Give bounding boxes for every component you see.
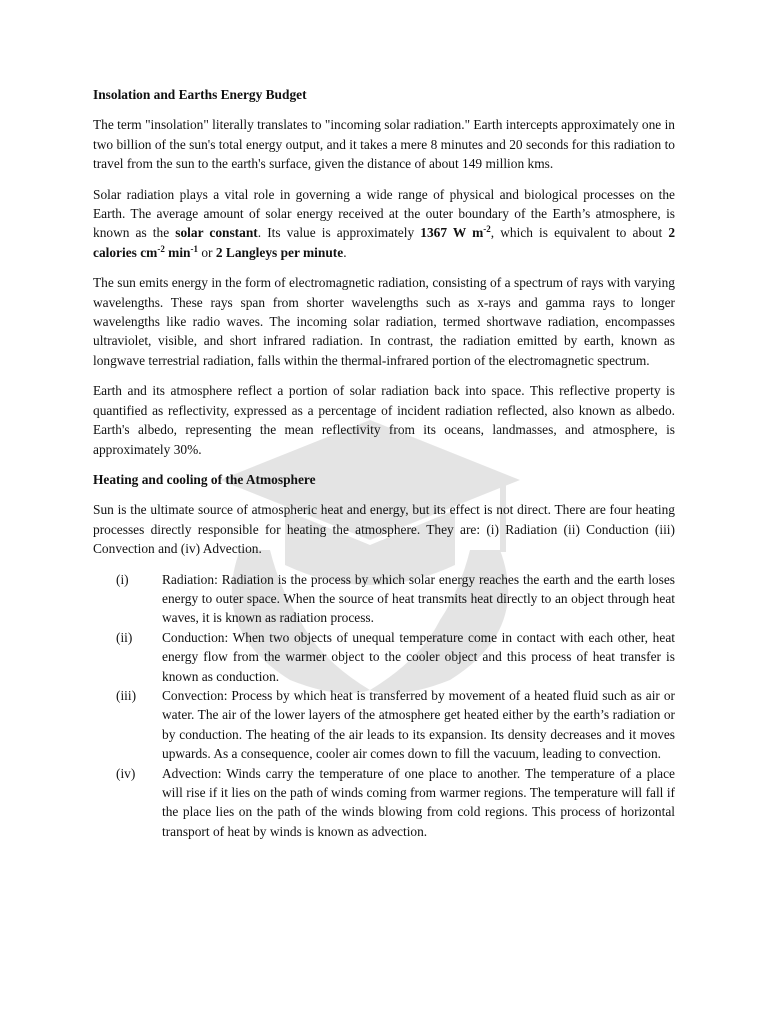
list-item-number: (iv) <box>116 765 136 781</box>
text-run: , which is equivalent to about <box>490 225 669 241</box>
list-item-text: Radiation: Radiation is the process by which solar energy reaches the earth and the earth loses energy to outer space. When the source of heat transmits heat directly to an object through heat waves, it is known as radiation process. <box>162 571 675 626</box>
text-run: . <box>343 244 347 260</box>
heating-process-list <box>93 570 675 842</box>
section-heading-heating-cooling: Heating and cooling of the Atmosphere <box>93 471 316 487</box>
section-heading-insolation: Insolation and Earths Energy Budget <box>93 87 307 102</box>
bold-value-watts <box>420 225 491 240</box>
text-run: 1367 W m <box>420 225 484 241</box>
bold-value-langleys: 2 Langleys per minute <box>215 244 344 260</box>
document-page <box>93 85 675 841</box>
paragraph-albedo: Earth and its atmosphere reflect a portion of solar radiation back into space. This reflective property is quantified as reflectivity, expressed as a percentage of incident radiation reflected, also known as albedo. Earth's albedo, representing the mean reflectivity from its oceans, landmasses, and atmosphere, is approximately 30%. <box>93 383 675 457</box>
paragraph-heating-processes: Sun is the ultimate source of atmospheric heat and energy, but its effect is not direct. There are four heating processes directly responsible for heating the atmosphere. They are: (i) Radiation (ii) Conduction (iii) Convection and (iv) Advection. <box>93 502 675 557</box>
list-item-advection <box>93 764 675 842</box>
list-item-convection <box>93 686 675 764</box>
text-run: min <box>164 244 191 260</box>
text-run: Solar radiation plays a vital role in governing a wide range of physical and biological processes on the Earth. The average amount of solar energy received at the outer boundary of the Earth’s atmosphere, is known as the <box>93 186 675 241</box>
paragraph-electromagnetic-radiation: The sun emits energy in the form of electromagnetic radiation, consisting of a spectrum of rays with varying wavelengths. These rays span from shorter wavelengths such as x-rays and gamma rays to longer wavelengths like radio waves. The incoming solar radiation, termed shortwave radiation, encompasses ultraviolet, visible, and short infrared radiation. In contrast, the radiation emitted by earth, known as longwave terrestrial radiation, falls within the thermal-infrared portion of the electromagnetic spectrum. <box>93 275 675 368</box>
superscript: -1 <box>190 243 198 254</box>
list-item-number: (ii) <box>116 629 133 645</box>
text-run: or <box>198 244 216 260</box>
paragraph-solar-constant <box>93 185 675 263</box>
list-item-radiation <box>93 570 675 628</box>
list-item-number: (i) <box>116 571 129 587</box>
bold-term-solar-constant: solar constant <box>175 225 258 241</box>
list-item-text: Convection: Process by which heat is transferred by movement of a heated fluid such as air or water. The air of the lower layers of the atmosphere get heated either by the earth’s radiation or by conduction. The heating of the air leads to its expansion. Its density decreases and it moves upwards. As a consequence, cooler air comes down to fill the vacuum, leading to convection. <box>162 687 675 762</box>
list-item-text: Advection: Winds carry the temperature of one place to another. The temperature of a place will rise if it lies on the path of winds coming from warmer regions. The temperature will fall if the place lies on the path of the winds blowing from cold regions. This process of horizontal transport of heat by winds is known as advection. <box>162 765 675 839</box>
text-run: . Its value is approximately <box>257 225 421 241</box>
list-item-number: (iii) <box>116 687 137 703</box>
list-item-conduction <box>93 628 675 686</box>
text-run: 2 calories cm <box>93 225 676 260</box>
paragraph-insolation-intro: The term "insolation" literally translates to "incoming solar radiation." Earth intercepts approximately one in two billion of the sun's total energy output, and it takes a mere 8 minutes and 20 seconds for this radiation to travel from the sun to the earth's surface, given the distance of about 149 million kms. <box>93 117 675 172</box>
list-item-text: Conduction: When two objects of unequal temperature come in contact with each other, heat energy flow from the warmer object to the cooler object and this process of heat transfer is known as conduction. <box>162 629 675 684</box>
superscript: -2 <box>483 224 491 235</box>
superscript: -2 <box>157 243 165 254</box>
